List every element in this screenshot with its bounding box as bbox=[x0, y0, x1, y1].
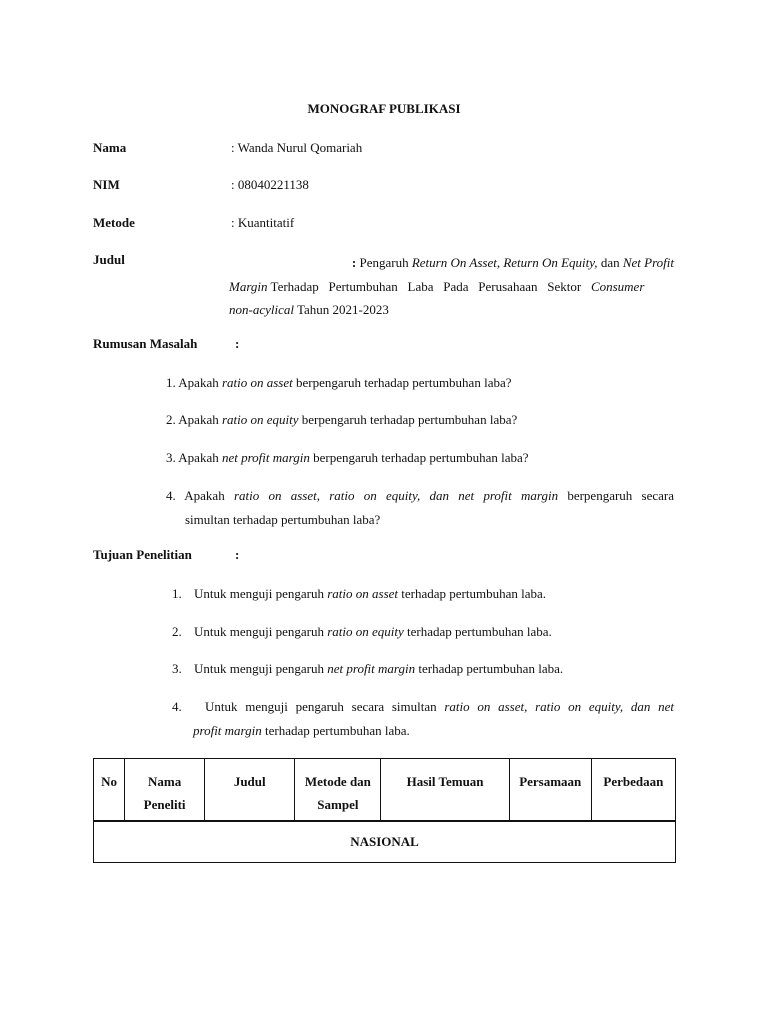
metode-value: : Kuantitatif bbox=[231, 215, 295, 230]
rumusan-masalah-label: Rumusan Masalah : bbox=[93, 336, 240, 351]
nama-label: Nama bbox=[93, 140, 127, 155]
header-metode-sampel: Metode dan Sampel bbox=[295, 759, 381, 821]
nama-value: : Wanda Nurul Qomariah bbox=[231, 140, 363, 155]
metode-label: Metode bbox=[93, 215, 135, 230]
judul-value bbox=[229, 251, 674, 322]
rumusan-item-3: 3. Apakah net profit margin berpengaruh terhadap pertumbuhan laba? bbox=[166, 450, 529, 465]
research-table bbox=[93, 758, 676, 863]
tujuan-item-1: 1. Untuk menguji pengaruh ratio on asset terhadap pertumbuhan laba. bbox=[172, 586, 547, 601]
header-judul: Judul bbox=[205, 759, 295, 821]
header-no: No bbox=[94, 759, 125, 821]
rumusan-item-4: 4. Apakah ratio on asset, ratio on equity, dan net profit margin berpengaruh secara simultan terhadap pertumbuhan laba? bbox=[166, 488, 675, 527]
judul-label: Judul bbox=[93, 252, 125, 267]
nim-label: NIM bbox=[93, 177, 120, 192]
judul-line-1: : Pengaruh Return On Asset, Return On Equity, dan Net Profit bbox=[351, 255, 674, 270]
table-section-row bbox=[94, 821, 676, 863]
table-header-row bbox=[94, 759, 676, 821]
section-nasional: NASIONAL bbox=[94, 821, 676, 863]
rumusan-item-1: 1. Apakah ratio on asset berpengaruh terhadap pertumbuhan laba? bbox=[166, 375, 512, 390]
header-persamaan: Persamaan bbox=[509, 759, 591, 821]
judul-rest: Margin Terhadap Pertumbuhan Laba Pada Perusahaan Sektor Consumer non-acylical Tahun 2021-2023 bbox=[229, 278, 645, 317]
tujuan-item-4: 4. Untuk menguji pengaruh secara simultan ratio on asset, ratio on equity, dan net profit margin terhadap pertumbuhan laba. bbox=[172, 699, 674, 738]
tujuan-penelitian-label: Tujuan Penelitian : bbox=[93, 547, 240, 562]
tujuan-item-2: 2. Untuk menguji pengaruh ratio on equity terhadap pertumbuhan laba. bbox=[172, 624, 552, 639]
header-perbedaan: Perbedaan bbox=[591, 759, 675, 821]
nim-value: : 08040221138 bbox=[231, 177, 309, 192]
tujuan-item-3: 3. Untuk menguji pengaruh net profit margin terhadap pertumbuhan laba. bbox=[172, 661, 564, 676]
header-nama-peneliti: Nama Peneliti bbox=[125, 759, 205, 821]
header-hasil-temuan: Hasil Temuan bbox=[381, 759, 509, 821]
rumusan-item-2: 2. Apakah ratio on equity berpengaruh terhadap pertumbuhan laba? bbox=[166, 412, 518, 427]
page-title: MONOGRAF PUBLIKASI bbox=[307, 101, 461, 116]
